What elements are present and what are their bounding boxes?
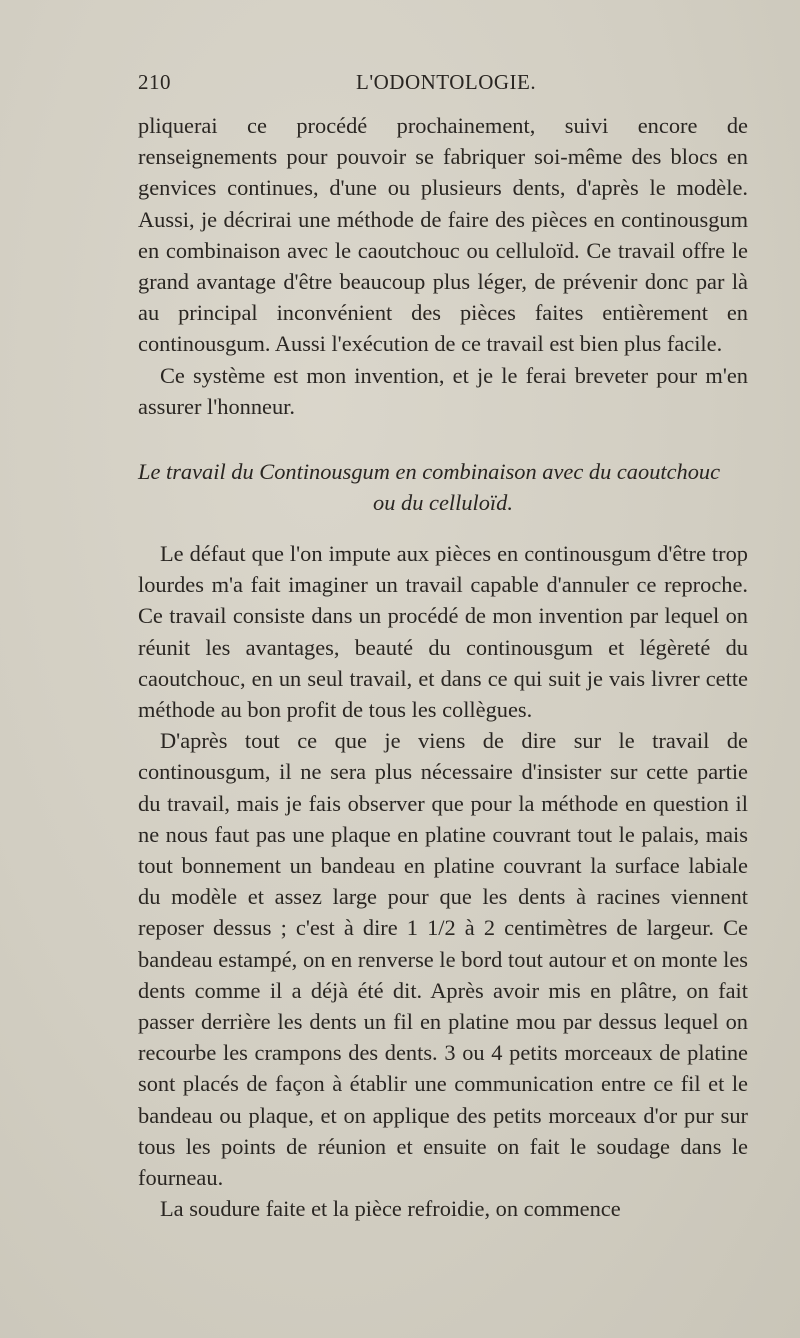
paragraph-continued: pliquerai ce procédé prochainement, suivi encore de renseignements pour pouvoir se fabriquer soi-même des blocs en genvices continues, d'une ou plusieurs dents, d'après le modèle. Aussi, je décrirai une méthode de faire des pièces en continousgum en combinaison avec le caoutchouc ou celluloïd. Ce travail offre le grand avantage d'être beaucoup plus léger, de prévenir donc par là au principal inconvénient des pièces faites entièrement en continousgum. Aussi l'exécution de ce travail est bien plus facile.	[138, 113, 748, 357]
section-title-line-2: ou du celluloïd.	[373, 490, 513, 516]
paragraph-methode: D'après tout ce que je viens de dire sur le travail de continousgum, il ne sera plus nécessaire d'insister sur cette partie du travail, mais je fais observer que pour la méthode en question il ne nous faut pas une plaque en platine couvrant tout le palais, mais tout bonnement un bandeau en platine couvrant la surface labiale du modèle et assez large pour que les dents à racines viennent reposer dessus ; c'est à dire 1 1/2 à 2 centimètres de largeur. Ce bandeau estampé, on en renverse le bord tout autour et on monte les dents comme il a déjà été dit. Après avoir mis en plâtre, on fait passer derrière les dents un fil en platine mou par dessus lequel on recourbe les crampons des dents. 3 ou 4 petits morceaux de platine sont placés de façon à établir une communication entre ce fil et le bandeau ou plaque, et on applique des petits morceaux d'or pur sur tous les points de réunion et ensuite on fait le soudage dans le fourneau.	[138, 728, 748, 1191]
paragraph-defaut: Le défaut que l'on impute aux pièces en continousgum d'être trop lourdes m'a fait imaginer un travail capable d'annuler ce reproche. Ce travail consiste dans un procédé de mon invention par lequel on réunit les avantages, beauté du continousgum et légèreté du caoutchouc, en un seul travail, et dans ce qui suit je vais livrer cette méthode au bon profit de tous les collègues.	[138, 541, 748, 723]
paragraph-soudure: La soudure faite et la pièce refroidie, on commence	[160, 1196, 621, 1222]
text-block	[138, 110, 748, 1225]
running-head	[138, 70, 758, 100]
page-number: 210	[138, 70, 171, 94]
paragraph-invention: Ce système est mon invention, et je le ferai breveter pour m'en assurer l'honneur.	[138, 362, 748, 419]
section-title	[138, 456, 748, 518]
section-title-line-1: Le travail du Continousgum en combinaison avec du caoutchouc	[138, 459, 721, 485]
running-title: L'ODONTOLOGIE.	[356, 70, 537, 94]
